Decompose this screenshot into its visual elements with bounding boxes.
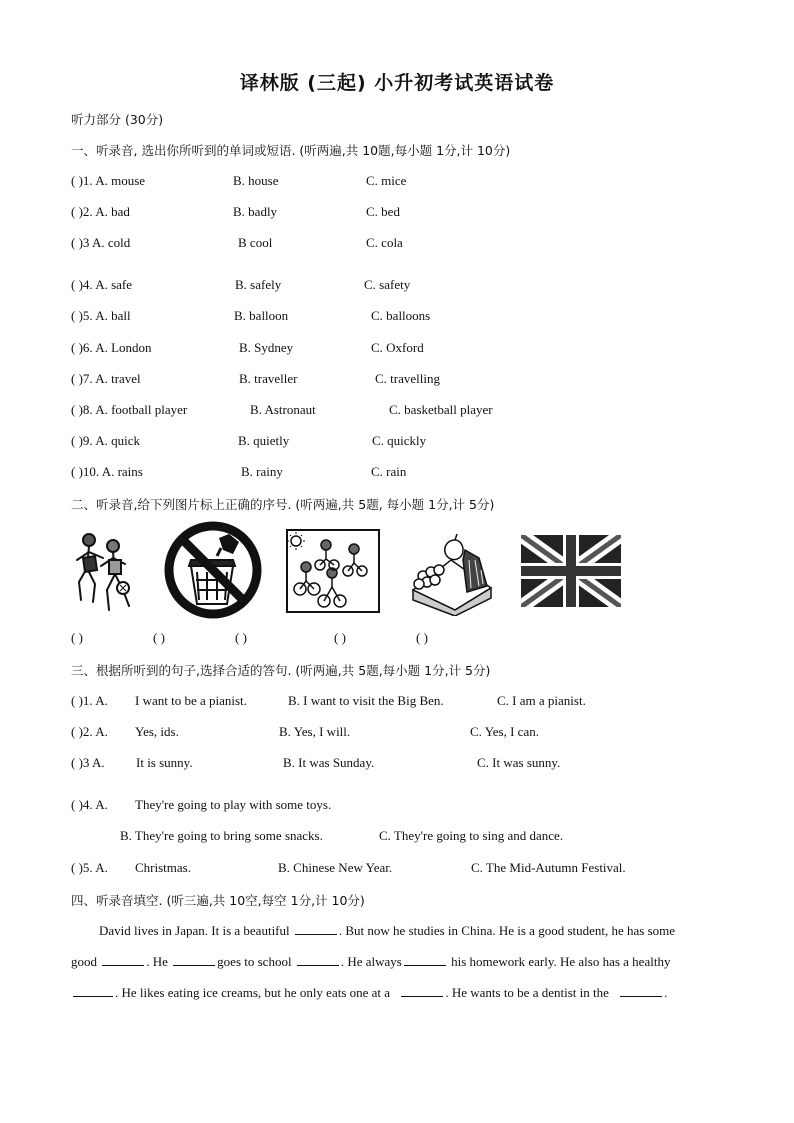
part3-q5-option-c: C. The Mid-Autumn Festival. (471, 860, 626, 875)
cloze-line-1 (99, 922, 675, 939)
cloze-text: . He always (340, 954, 402, 969)
part3-q5-option-a: Christmas. (135, 860, 191, 875)
cloze-blank-4[interactable] (297, 953, 339, 966)
cloze-text: . He (146, 954, 168, 969)
uk-flag-picture (521, 535, 621, 607)
picture-answer-blank-5[interactable]: ( ) (416, 630, 428, 645)
part1-q9-option-b: B. quietly (238, 433, 290, 448)
cloze-text: . He likes eating ice creams, but he only eats one at a (115, 985, 391, 1000)
part3-q2-option-a: Yes, ids. (135, 724, 179, 739)
part3-q3-option-b: B. It was Sunday. (283, 755, 375, 770)
part3-q2-option-b: B. Yes, I will. (279, 724, 351, 739)
part3-q5-number: ( )5. A. (71, 860, 108, 875)
part1-q3-option-c: C. cola (366, 235, 403, 250)
part1-q10-option-b: B. rainy (241, 464, 283, 479)
part1-q8-option-a: ( )8. A. football player (71, 402, 188, 417)
picture-answer-blank-2[interactable]: ( ) (153, 630, 165, 645)
cloze-blank-7[interactable] (401, 984, 443, 997)
cloze-line-2 (71, 953, 670, 970)
part3-q3-option-c: C. It was sunny. (477, 755, 561, 770)
cloze-line-3 (71, 984, 667, 1001)
football-players-picture (73, 530, 135, 618)
part1-q8-option-b: B. Astronaut (250, 402, 316, 417)
part1-q1-option-a: ( )1. A. mouse (71, 173, 146, 188)
cloze-blank-1[interactable] (295, 922, 337, 935)
part3-q5-option-b: B. Chinese New Year. (278, 860, 393, 875)
children-cycling-picture (286, 529, 380, 613)
cloze-text: . (664, 985, 668, 1000)
cloze-text: good (71, 954, 97, 969)
part1-q3-option-b: B cool (238, 235, 273, 250)
picture-answer-blank-3[interactable]: ( ) (235, 630, 247, 645)
part1-q9-option-a: ( )9. A. quick (71, 433, 140, 448)
cloze-text: David lives in Japan. It is a beautiful (99, 923, 290, 938)
part1-q5-option-b: B. balloon (234, 308, 289, 323)
picture-answer-blank-4[interactable]: ( ) (334, 630, 346, 645)
part3-q4-option-b: B. They're going to bring some snacks. (120, 828, 323, 843)
part3-q2-number: ( )2. A. (71, 724, 108, 739)
page-title: 译林版 (三起) 小升初考试英语试卷 (239, 72, 555, 94)
cloze-blank-2[interactable] (102, 953, 144, 966)
cloze-text: his homework early. He also has a healthy (451, 954, 671, 969)
part1-q7-option-b: B. traveller (239, 371, 298, 386)
part1-q2-option-a: ( )2. A. bad (71, 204, 130, 219)
part1-q8-option-c: C. basketball player (389, 402, 493, 417)
part1-q3-option-a: ( )3 A. cold (71, 235, 131, 250)
part1-q1-option-c: C. mice (366, 173, 407, 188)
part3-q1-option-a: I want to be a pianist. (135, 693, 247, 708)
cloze-text: . He wants to be a dentist in the (445, 985, 609, 1000)
part1-q5-option-c: C. balloons (371, 308, 431, 323)
part3-q1-number: ( )1. A. (71, 693, 108, 708)
part3-q4-option-c: C. They're going to sing and dance. (379, 828, 564, 843)
part1-q10-option-a: ( )10. A. rains (71, 464, 143, 479)
part3-q1-option-b: B. I want to visit the Big Ben. (288, 693, 444, 708)
cloze-blank-8[interactable] (620, 984, 662, 997)
part1-q6-option-c: C. Oxford (371, 340, 424, 355)
part3-heading: 三、根据所听到的句子,选择合适的答句. (听两遍,共 5题,每小题 1分,计 5分) (71, 663, 491, 678)
part1-q1-option-b: B. house (233, 173, 279, 188)
picture-answer-blank-1[interactable]: ( ) (71, 630, 83, 645)
part2-heading: 二、听录音,给下列图片标上正确的序号. (听两遍,共 5题, 每小题 1分,计 5分) (71, 497, 495, 512)
part1-q4-option-c: C. safety (364, 277, 411, 292)
cloze-blank-6[interactable] (73, 984, 113, 997)
part1-q5-option-a: ( )5. A. ball (71, 308, 131, 323)
cloze-text: . But now he studies in China. He is a good student, he has some (338, 923, 676, 938)
part1-q9-option-c: C. quickly (372, 433, 427, 448)
part1-q10-option-c: C. rain (371, 464, 407, 479)
part1-q7-option-a: ( )7. A. travel (71, 371, 141, 386)
part3-q4-option-a: They're going to play with some toys. (135, 797, 332, 812)
cloze-text: goes to school (217, 954, 292, 969)
part3-q4-number: ( )4. A. (71, 797, 108, 812)
part1-q7-option-c: C. travelling (375, 371, 440, 386)
fruit-cake-picture (405, 530, 497, 616)
part1-q2-option-c: C. bed (366, 204, 400, 219)
cloze-blank-5[interactable] (404, 953, 446, 966)
part1-q6-option-b: B. Sydney (239, 340, 294, 355)
part1-q2-option-b: B. badly (233, 204, 278, 219)
part3-q1-option-c: C. I am a pianist. (497, 693, 586, 708)
part1-q6-option-a: ( )6. A. London (71, 340, 152, 355)
part3-q3-option-a: It is sunny. (136, 755, 193, 770)
no-littering-sign-picture (163, 520, 263, 620)
listening-section-label: 听力部分 (30分) (71, 112, 164, 127)
part1-heading: 一、听录音, 选出你所听到的单词或短语. (听两遍,共 10题,每小题 1分,计 10分) (71, 143, 511, 158)
cloze-blank-3[interactable] (173, 953, 215, 966)
part3-q2-option-c: C. Yes, I can. (470, 724, 539, 739)
part4-heading: 四、听录音填空. (听三遍,共 10空,每空 1分,计 10分) (71, 893, 365, 908)
part1-q4-option-a: ( )4. A. safe (71, 277, 133, 292)
part1-q4-option-b: B. safely (235, 277, 282, 292)
part3-q3-number: ( )3 A. (71, 755, 105, 770)
